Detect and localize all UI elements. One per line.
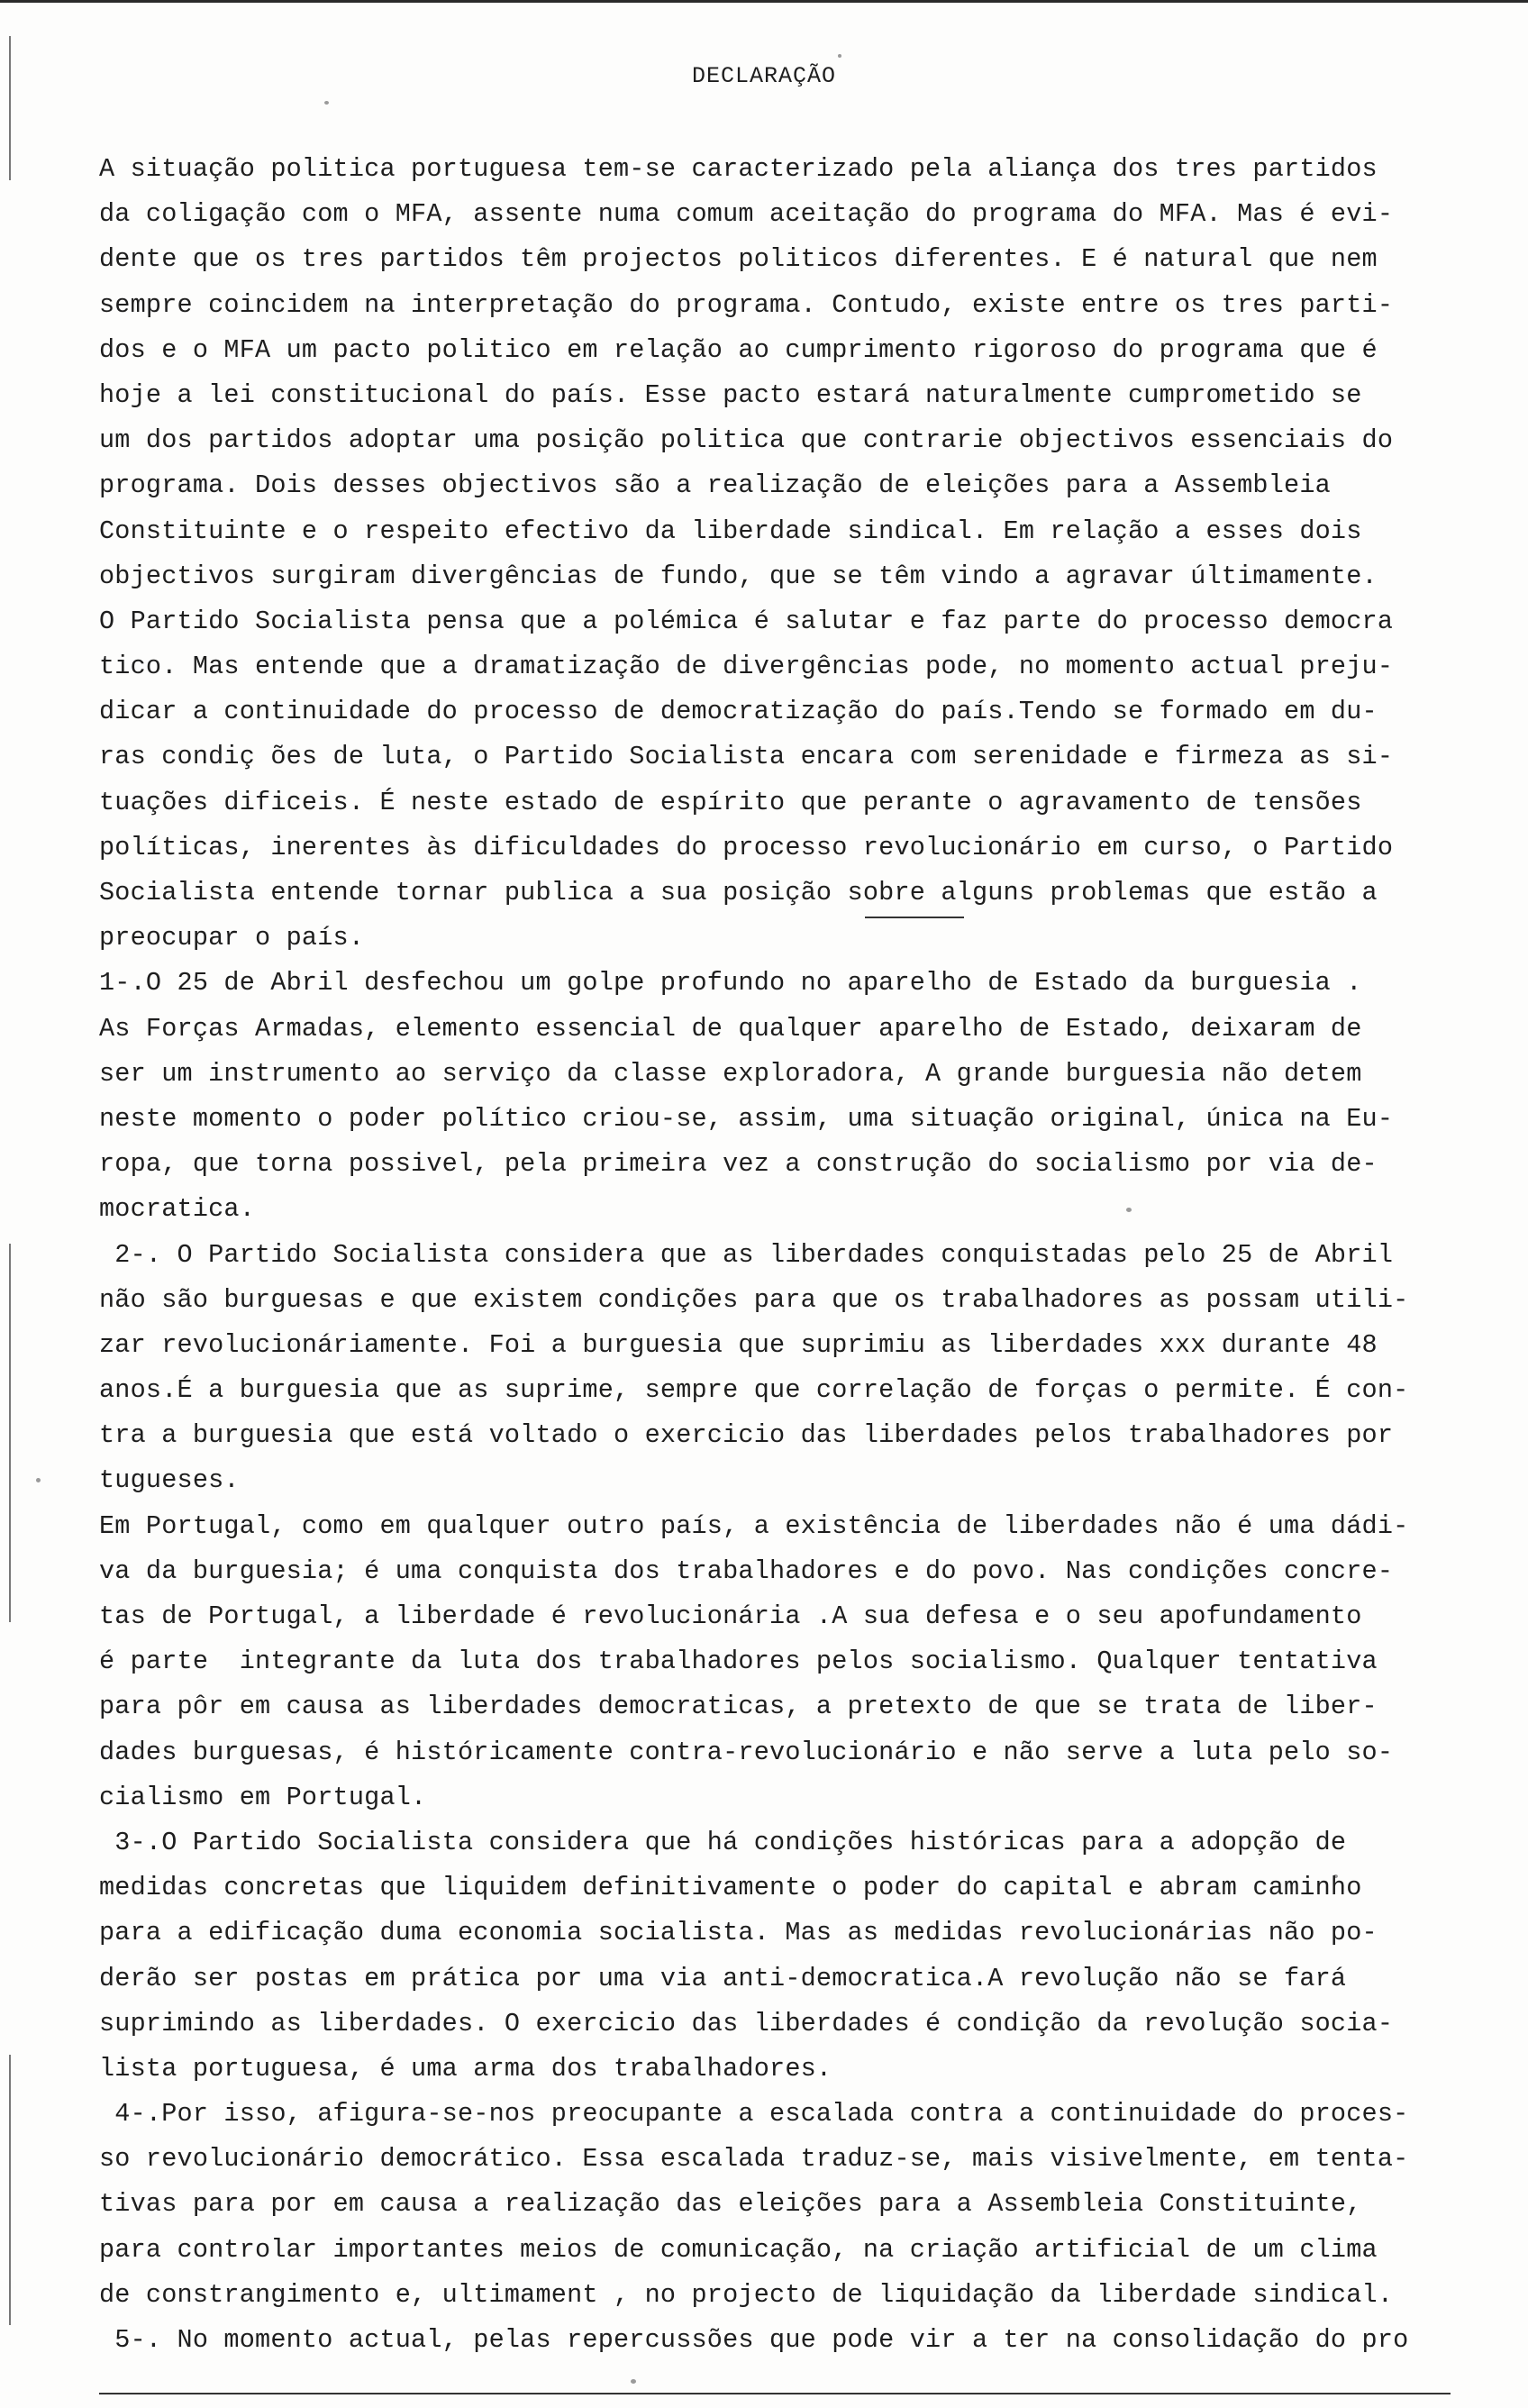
text-line: A situação politica portuguesa tem-se caracterizado pela aliança dos tres partidos <box>99 154 1378 184</box>
handwritten-underline <box>865 917 964 918</box>
text-line: suprimindo as liberdades. O exercicio das liberdades é condição da revolução socia- <box>99 2008 1394 2039</box>
text-line: tivas para por em causa a realização das eleições para a Assembleia Constituinte, <box>99 2189 1362 2220</box>
text-line: tugueses. <box>99 1465 240 1496</box>
scan-speck <box>838 54 841 58</box>
left-margin-mark <box>9 2055 11 2325</box>
text-line: 2-. O Partido Socialista considera que as liberdades conquistadas pelo 25 de Abril <box>99 1239 1394 1270</box>
text-line: da coligação com o MFA, assente numa comum aceitação do programa do MFA. Mas é evi- <box>99 199 1394 230</box>
text-line: dos e o MFA um pacto politico em relação ao cumprimento rigoroso do programa que é <box>99 334 1378 365</box>
text-line: 1-.O 25 de Abril desfechou um golpe profundo no aparelho de Estado da burguesia . <box>99 968 1362 999</box>
scan-speck <box>631 2379 636 2384</box>
left-margin-mark <box>9 36 11 180</box>
text-line: de constrangimento e, ultimament , no projecto de liquidação da liberdade sindical. <box>99 2279 1394 2310</box>
scan-speck <box>36 1478 41 1482</box>
text-line: dicar a continuidade do processo de democratização do país.Tendo se formado em du- <box>99 697 1378 727</box>
text-line: tas de Portugal, a liberdade é revolucionária .A sua defesa e o seu apofundamento <box>99 1601 1362 1631</box>
text-line: O Partido Socialista pensa que a polémica é salutar e faz parte do processo democra <box>99 606 1394 636</box>
text-line: Socialista entende tornar publica a sua posição sobre alguns problemas que estão a <box>99 878 1378 908</box>
text-line: lista portuguesa, é uma arma dos trabalhadores. <box>99 2053 832 2084</box>
text-line: 4-.Por isso, afigura-se-nos preocupante a escalada contra a continuidade do proces- <box>99 2099 1409 2130</box>
text-line: 3-.O Partido Socialista considera que há condições históricas para a adopção de <box>99 1827 1347 1857</box>
text-line: objectivos surgiram divergências de fundo, que se têm vindo a agravar últimamente. <box>99 561 1378 591</box>
text-line: ser um instrumento ao serviço da classe exploradora, A grande burguesia não detem <box>99 1058 1362 1089</box>
text-line: dades burguesas, é históricamente contra-revolucionário e não serve a luta pelo so- <box>99 1737 1394 1767</box>
text-line: políticas, inerentes às dificuldades do processo revolucionário em curso, o Partido <box>99 832 1394 862</box>
text-line: é parte integrante da luta dos trabalhadores pelos socialismo. Qualquer tentativa <box>99 1646 1378 1677</box>
text-line: Em Portugal, como em qualquer outro país, a existência de liberdades não é uma dádi- <box>99 1510 1409 1541</box>
text-line: 5-. No momento actual, pelas repercussões que pode vir a ter na consolidação do pro <box>99 2325 1409 2355</box>
text-line: anos.É a burguesia que as suprime, sempre que correlação de forças o permite. É con- <box>99 1375 1409 1406</box>
bottom-underline <box>99 2393 1451 2394</box>
text-line: Constituinte e o respeito efectivo da liberdade sindical. Em relação a esses dois <box>99 515 1362 546</box>
text-line: ropa, que torna possivel, pela primeira vez a construção do socialismo por via de- <box>99 1149 1378 1180</box>
text-line: so revolucionário democrático. Essa escalada traduz-se, mais visivelmente, em tenta- <box>99 2144 1409 2175</box>
text-line: tra a burguesia que está voltado o exercicio das liberdades pelos trabalhadores por <box>99 1420 1394 1451</box>
scan-speck <box>324 101 329 105</box>
text-line: para pôr em causa as liberdades democraticas, a pretexto de que se trata de liber- <box>99 1692 1378 1722</box>
text-line: mocratica. <box>99 1194 256 1225</box>
text-line: programa. Dois desses objectivos são a realização de eleições para a Assembleia <box>99 470 1331 501</box>
top-edge-rule <box>0 0 1528 3</box>
text-line: cialismo em Portugal. <box>99 1782 427 1812</box>
text-line: preocupar o país. <box>99 923 365 953</box>
text-line: para controlar importantes meios de comunicação, na criação artificial de um clima <box>99 2234 1378 2265</box>
text-line: tuações dificeis. É neste estado de espírito que perante o agravamento de tensões <box>99 787 1362 817</box>
text-line: neste momento o poder político criou-se, assim, uma situação original, única na Eu- <box>99 1103 1394 1134</box>
text-line: um dos partidos adoptar uma posição politica que contrarie objectivos essenciais do <box>99 425 1394 456</box>
text-line: As Forças Armadas, elemento essencial de qualquer aparelho de Estado, deixaram de <box>99 1013 1362 1044</box>
text-line: sempre coincidem na interpretação do programa. Contudo, existe entre os tres parti- <box>99 289 1394 320</box>
text-line: va da burguesia; é uma conquista dos trabalhadores e do povo. Nas condições concre- <box>99 1555 1394 1586</box>
text-line: derão ser postas em prática por uma via anti-democratica.A revolução não se fará <box>99 1963 1347 1993</box>
text-line: não são burguesas e que existem condições para que os trabalhadores as possam utili- <box>99 1284 1409 1315</box>
text-line: ras condiç ões de luta, o Partido Socialista encara com serenidade e firmeza as si- <box>99 742 1394 772</box>
text-line: dente que os tres partidos têm projectos politicos diferentes. E é natural que nem <box>99 244 1378 275</box>
text-line: tico. Mas entende que a dramatização de divergências pode, no momento actual preju- <box>99 652 1394 682</box>
declaration-body <box>99 147 1469 2363</box>
text-line: para a edificação duma economia socialista. Mas as medidas revolucionárias não po- <box>99 1918 1378 1948</box>
text-line: hoje a lei constitucional do país. Esse pacto estará naturalmente cumprometido se <box>99 379 1362 410</box>
left-margin-mark <box>9 1244 11 1622</box>
document-title: DECLARAÇÃO <box>691 63 837 89</box>
text-line: zar revolucionáriamente. Foi a burguesia que suprimiu as liberdades xxx durante 48 <box>99 1329 1378 1360</box>
text-line: medidas concretas que liquidem definitivamente o poder do capital e abram caminho <box>99 1873 1362 1903</box>
